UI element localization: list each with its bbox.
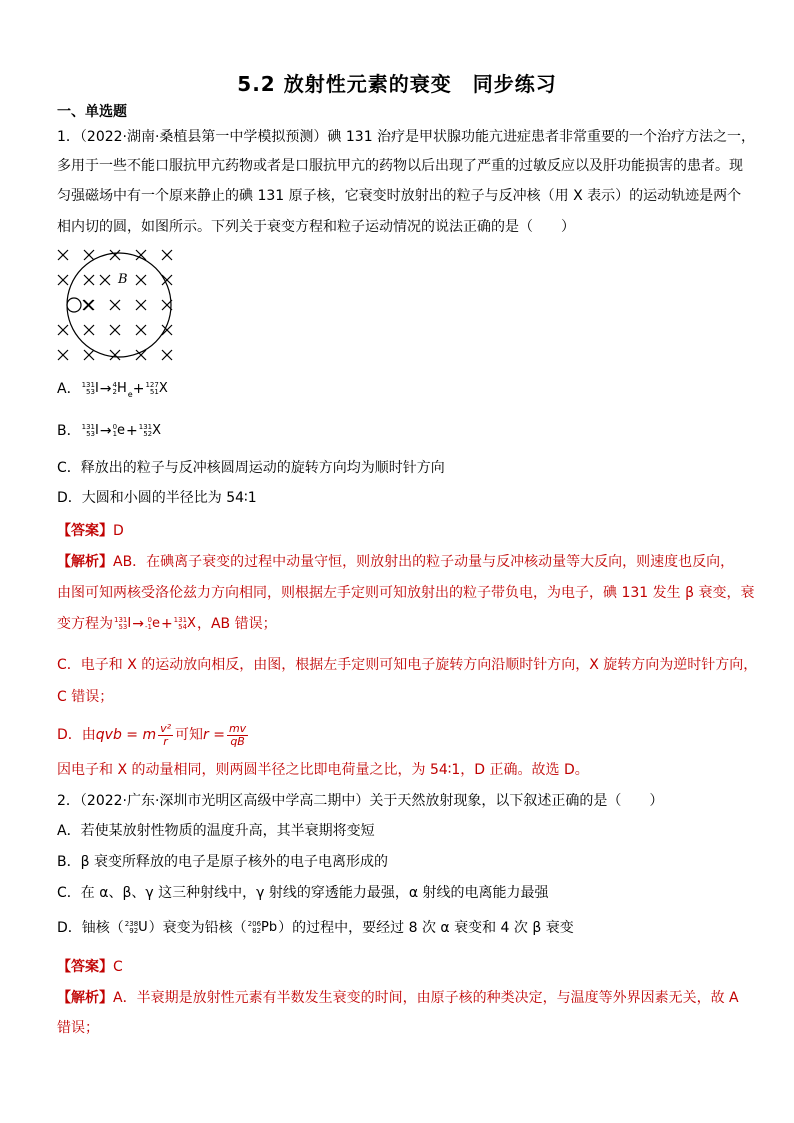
q1-stem-line-4: 相内切的圆，如图所示。下列关于衰变方程和粒子运动情况的说法正确的是（ ） [57, 219, 575, 235]
field-cross [100, 275, 110, 285]
q2-option-b: B．β 衰变所释放的电子是原子核外的电子电离形成的 [57, 854, 388, 870]
q1-answer-value: D [113, 523, 124, 539]
q1-analysis-line-c: C．电子和 X 的运动放向相反，由图，根据左手定则可知电子旋转方向沿顺时针方向，X 旋转方向为逆时针方向， [57, 657, 758, 673]
field-cross [110, 350, 120, 360]
section-heading: 一、单选题 [57, 104, 127, 120]
q2-stem: 2．（2022·广东·深圳市光明区高级中学高二期中）关于天然放射现象，以下叙述正确的是（ ） [57, 793, 664, 809]
q2-answer-value: C [113, 959, 123, 975]
field-cross [162, 350, 172, 360]
field-cross [136, 325, 146, 335]
field-cross [58, 250, 68, 260]
large-orbit-circle [67, 253, 171, 357]
q1-analysis-formula: D．由qvb = m $\frac{\text{v²}}{r}$ 可知r = $\frac{mv}{qB}$ [57, 721, 247, 748]
q2-analysis-line-1: 【解析】A．半衰期是放射性元素有半数发生衰变的时间，由原子核的种类决定，与温度等外界因素无关，故 A [57, 990, 739, 1006]
q1-option-c: C．释放出的粒子与反冲核圆周运动的旋转方向均为顺时针方向 [57, 460, 445, 476]
q1-stem-line-3: 匀强磁场中有一个原来静止的碘 131 原子核，它衰变时放射出的粒子与反冲核（用 X 表示）的运动轨迹是两个 [57, 188, 742, 204]
field-cross [84, 275, 94, 285]
field-cross [110, 250, 120, 260]
q2-answer: 【答案】C [57, 959, 123, 975]
q2-option-a: A．若使某放射性物质的温度升高，其半衰期将变短 [57, 823, 375, 839]
q1-option-a: A． 131 53 I→ 4 2 $H_e+$ 127 51 X [57, 381, 168, 399]
field-cross [58, 275, 68, 285]
q1-analysis-conclusion: 因电子和 X 的动量相同，则两圆半径之比即电荷量之比，为 54∶1，D 正确。故选 D。 [57, 762, 589, 778]
q1-answer: 【答案】D [57, 523, 124, 539]
field-cross [84, 325, 94, 335]
field-cross [58, 325, 68, 335]
field-label-b: B [118, 272, 128, 287]
q2-analysis-line-2: 错误； [57, 1020, 99, 1036]
field-cross [58, 350, 68, 360]
small-orbit-circle [67, 298, 81, 312]
field-cross [83, 300, 93, 310]
q2-option-d: D．铀核（ 238 92 U）衰变为铅核（ 206 82 Pb）的过程中，要经过 8 次 α 衰变和 4 次 β 衰变 [57, 920, 574, 936]
field-cross [84, 300, 94, 310]
field-cross [84, 350, 94, 360]
q1-analysis-line-c2: C 错误； [57, 689, 114, 705]
q1-stem-line-2: 多用于一些不能口服抗甲亢药物或者是口服抗甲亢的药物以后出现了严重的过敏反应以及肝功能损害的患者。现 [57, 158, 743, 174]
q1-analysis-equation: 变方程为 131 53 I→ 0 -1 e+ 131 54 X，AB 错误； [57, 616, 277, 632]
field-cross [84, 250, 94, 260]
q1-option-d: D．大圆和小圆的半径比为 54∶1 [57, 490, 257, 506]
magnetic-field-diagram [55, 243, 185, 365]
q1-stem-line-1: 1．（2022·湖南·桑植县第一中学模拟预测）碘 131 治疗是甲状腺功能亢进症患者非常重要的一个治疗方法之一， [57, 129, 756, 145]
field-cross [110, 325, 120, 335]
field-crosses [58, 250, 172, 360]
field-cross [110, 300, 120, 310]
q2-option-c: C．在 α、β、γ 这三种射线中，γ 射线的穿透能力最强，α 射线的电离能力最强 [57, 885, 549, 901]
q1-option-b: B． 131 53 I→ 0 1 e+ 131 52 X [57, 423, 162, 439]
field-cross [162, 250, 172, 260]
field-cross [136, 300, 146, 310]
q1-analysis-line-1: 【解析】AB．在碘离子衰变的过程中动量守恒，则放射出的粒子动量与反冲核动量等大反向，则速度也反向， [57, 554, 735, 570]
page-title: 5.2 放射性元素的衰变 同步练习 [237, 72, 557, 96]
field-cross [136, 275, 146, 285]
q1-analysis-line-2: 由图可知两核受洛伦兹力方向相同，则根据左手定则可知放射出的粒子带负电，为电子，碘 131 发生 β 衰变，衰 [57, 585, 755, 601]
